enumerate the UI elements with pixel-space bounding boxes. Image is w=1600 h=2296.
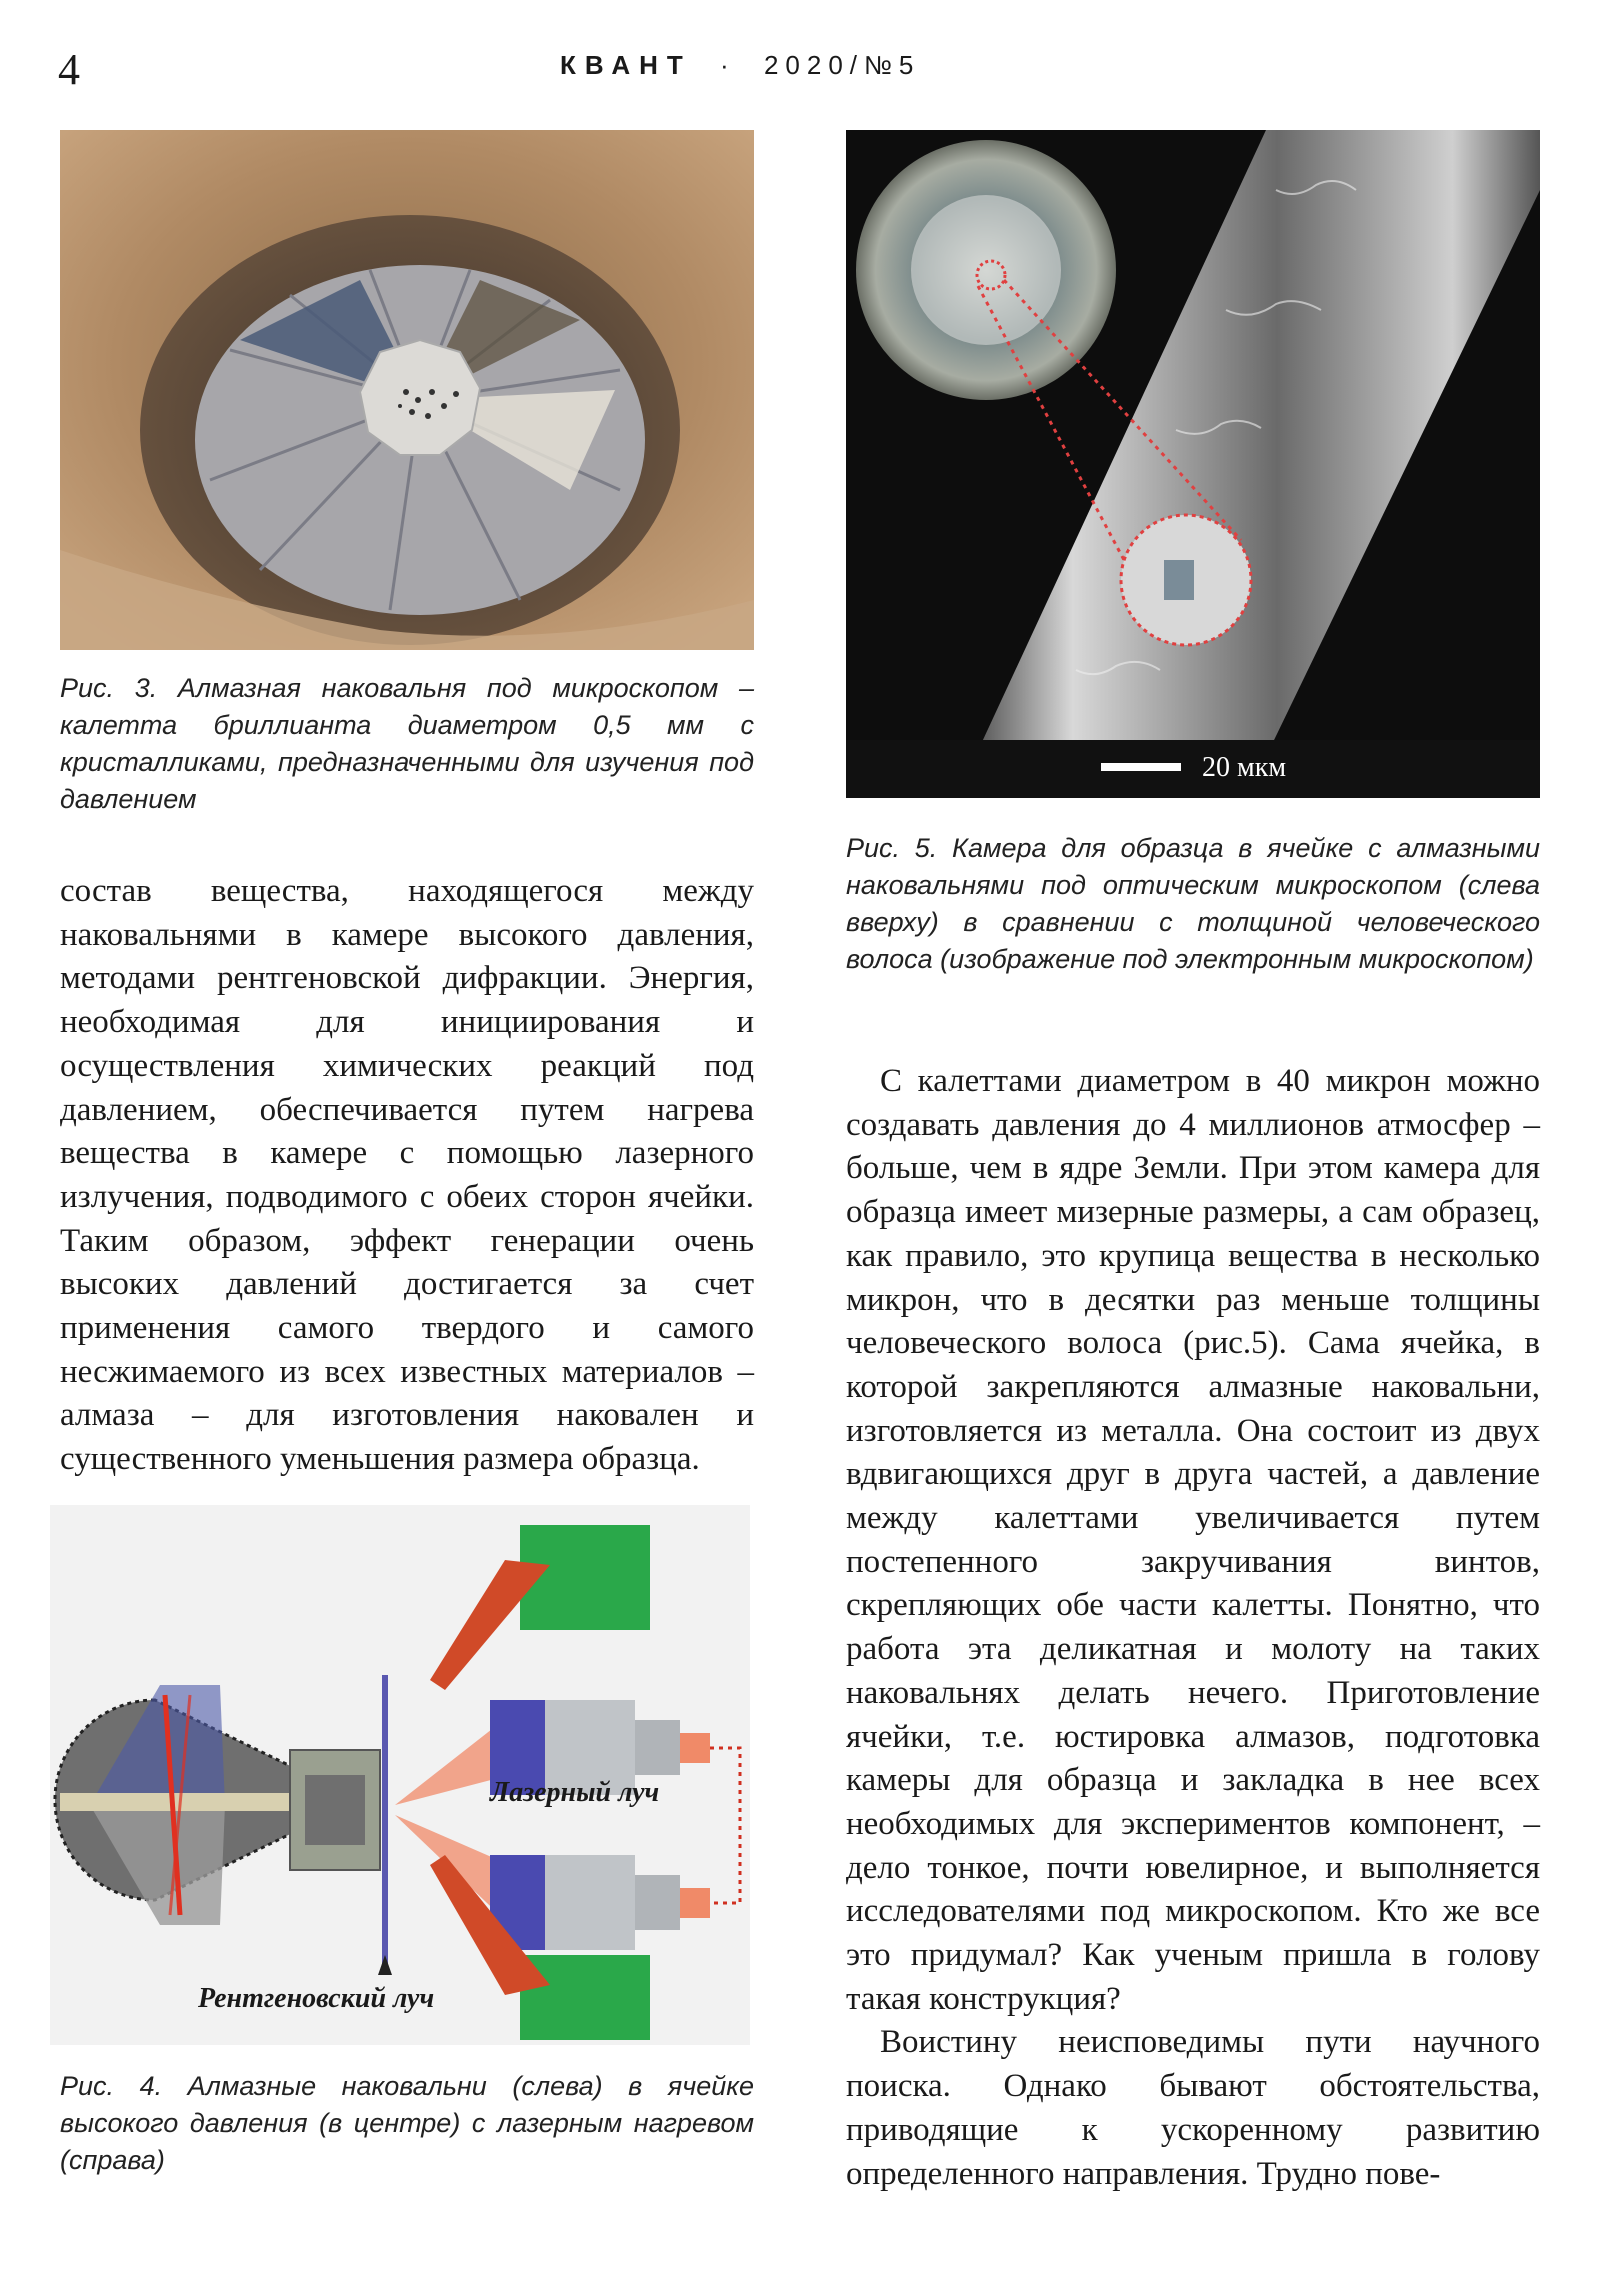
figure-5-caption: Рис. 5. Камера для образца в ячейке с алмазными наковальнями под оптическим микроскопом (слева вверху) в сравнении с толщиной человеческого волоса (изображение под электронным микроскопом)	[846, 833, 1540, 974]
magazine-title: КВАНТ	[560, 50, 692, 80]
figure-4-diagram	[50, 1505, 750, 2045]
xray-beam-label: Рентгеновский луч	[198, 1983, 435, 2014]
page-number: 4	[58, 45, 80, 94]
diamond-anvil-image	[60, 130, 754, 650]
hair-comparison-image	[846, 130, 1540, 798]
figure-3-caption: Рис. 3. Алмазная наковальня под микроскопом – калетта бриллианта диаметром 0,5 мм с кристалликами, предназначенными для изучения под давлением	[60, 673, 754, 814]
figure-4-caption: Рис. 4. Алмазные наковальни (слева) в ячейке высокого давления (в центре) с лазерным нагревом (справа)	[60, 2071, 754, 2175]
scale-bar-label: 20 мкм	[1202, 752, 1287, 783]
anvil-cell-diagram	[50, 1505, 750, 2045]
left-paragraph: состав вещества, находящегося между наковальнями в камере высокого давления, методами рентгеновской дифракции. Энергия, необходимая для инициирования и осуществления химических реакций под давлением, обеспечивается путем нагрева вещества в камере с помощью лазерного излучения, подводимого с обеих сторон ячейки. Таким образом, эффект генерации очень высоких давлений достигается за счет применения самого твердого и самого несжимаемого из всех известных материалов – алмаза – для изготовления наковален и существенного уменьшения размера образца.	[60, 873, 754, 1478]
left-column-text	[60, 870, 754, 1482]
running-header	[560, 50, 920, 81]
figure-5-photo	[846, 130, 1540, 798]
issue-number: 2020/№5	[763, 50, 921, 80]
figure-3-photo	[60, 130, 754, 650]
right-paragraph-2: Воистину неисповедимы пути научного поиска. Однако бывают обстоятельства, приводящие к ускоренному развитию определенного направления. Трудно пове-	[846, 2024, 1540, 2192]
laser-beam-label: Лазерный луч	[490, 1777, 660, 1808]
header-separator: ·	[720, 50, 736, 80]
right-paragraph-1: С калеттами диаметром в 40 микрон можно создавать давления до 4 миллионов атмосфер – больше, чем в ядре Земли. При этом камера для образца имеет мизерные размеры, а сам образец, как правило, это крупица вещества в несколько микрон, что в десятки раз меньше толщины человеческого волоса (рис.5). Сама ячейка, в которой закрепляются алмазные наковальни, изготовляется из металла. Она состоит из двух вдвигающихся друг в друга частей, а давление между калеттами увеличивается путем постепенного закручивания винтов, скрепляющих обе части калетты. Понятно, что работа эта деликатная и молоту на таких наковальнях делать нечего. Приготовление ячейки, т.е. юстировка алмазов, подготовка камеры для образца и закладка в нее всех необходимых для экспериментов компонент, – дело тонкое, почти ювелирное, и выполняется исследователями под микроскопом. Кто же все это придумал? Как ученым пришла в голову такая конструкция?	[846, 1063, 1540, 2017]
right-column-text	[846, 1060, 1540, 2196]
